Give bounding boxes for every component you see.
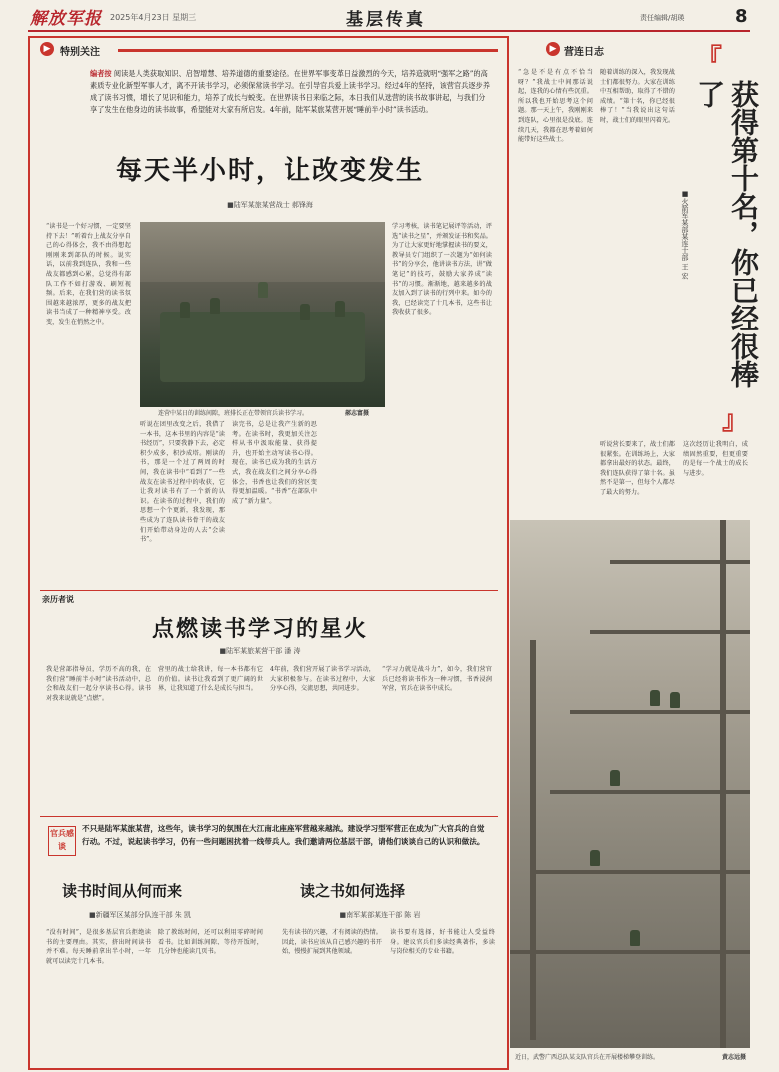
main-headline: 每天半小时，让改变发生: [115, 156, 424, 186]
log-badge-icon: ▶: [546, 42, 560, 56]
bottom-col2: 除了教练时间，还可以利用零碎时间看书。比如训练间隙、等待开饭时，几分钟也能读几页书。: [158, 929, 263, 956]
photo-credit: 郝志富摄: [345, 410, 370, 417]
side-headline: 获得第十名，你已经很棒了: [693, 80, 760, 388]
article1-col4: 学习考核，读书笔记展评等活动，评选“读书之星”，并颁发证书和奖品。为了让大家更好地掌握读书的要义，教导员专门组织了一次题为“如何读书”的分享会，他讲读书方法，讲“做笔记”的技巧，鼓励大家养成“读书”的习惯。渐渐地，越来越多的战友加入到了读书的行列中来。如今的我，已经读完了十几本书，这些书让我收获了很多。: [392, 223, 492, 317]
main-byline: ■陆军某旅某营战士 郝锋海: [227, 201, 313, 209]
open-bracket: 『: [696, 44, 723, 74]
callout-rule: [40, 816, 498, 817]
side-col2: 随着训练的深入，我发现战士们都很努力。大家在训练中互相帮助，取得了不错的成绩。“第十名，你已经很棒了！”当我说出这句话时，战士们的眼里闪着光。: [600, 69, 675, 124]
article2-col1: 我是营部指导员，学历不高的我，在我们营“睡前半小时”读书活动中，总会和战友们一起分享读书心得。读书对我来说就是“点燃”。: [46, 666, 151, 702]
bottom-col3: 先有读书的兴趣，才有阅读的热情。因此，读书应该从自己感兴趣的书开始，慢慢扩展到其他领域。: [282, 929, 382, 956]
log-label: 营连日志: [564, 47, 604, 58]
section-title: 基层传真: [346, 10, 426, 30]
eyewitness-label: 亲历者说: [42, 595, 74, 604]
stair-photo-credit: 黄志远摄: [722, 1054, 747, 1061]
photo-caption: 连营中某日的训练间隙，班排长正在带领官兵读书学习。: [158, 410, 309, 417]
article2-byline: ■陆军某旅某营干部 潘 涛: [219, 647, 301, 655]
bottom-col1: “没有时间”，是很多基层官兵拒绝读书的主要理由。其实，挤出时间读书并不难。每天睡前拿出半小时，一年就可以读完十几本书。: [46, 929, 151, 965]
close-bracket: 』: [722, 406, 749, 436]
editor-note-lead: 编者按: [90, 69, 112, 78]
bottom-left-headline: 读书时间从何而来: [62, 882, 183, 900]
issue-date: 2025年4月23日 星期三: [110, 13, 197, 22]
stair-training-photo: [510, 520, 750, 1048]
editor-note: [90, 68, 490, 116]
article2-rule: [40, 590, 498, 591]
callout-text: 不只是陆军某旅某营，这些年，读书学习的氛围在大江南北座座军营越来越浓。建设学习型军营正在成为广大官兵的自觉行动。不过，说起读书学习，仍有一些问题困扰着一线带兵人。我们邀请两位基层干部，请他们谈谈自己的认识和做法。: [82, 824, 485, 846]
page-number: 8: [735, 6, 748, 27]
article2-col2: 营里的战士给我讲，每一本书都有它的价值。读书让我看到了更广阔的世界，让我知道了什么是成长与担当。: [158, 666, 263, 693]
reading-photo: [140, 222, 385, 407]
article2-col4: “学习力就是战斗力”，如今，我们营官兵已经将读书作为一种习惯，书香浸润军营，官兵在读书中成长。: [382, 666, 492, 693]
side-col1: “急是不是有点不恰当呀？”我战士中间那话说起，连我的心情有些沉重。所以我也开始思考这个问题。那一天上午，我刚刚来到连队，心里很是没底。连续几天，我都在思考着如何能带好这些战士。: [518, 69, 593, 144]
article1-col1: “读书是一个好习惯，一定要坚持下去！”听着台上战友分享自己的心得体会，我不由得想起刚刚来到部队的时候。说实话，以前我到连队，我和一些战友都感到心累，总觉得有部队工作不如打游戏、刷短视频。后来，在我们营的读书氛围越来越浓厚，更多的战友把读书当成了一种精神享受。改变，发生在悄然之中。: [46, 223, 131, 326]
page-editor: 责任编辑/胡瑛: [640, 14, 685, 22]
editor-note-text: 阅读是人类获取知识、启智增慧、培养道德的重要途径。在世界军事变革日益激烈的今天，培养造就明“强军之路”的高素质专业化新型军事人才，离不开读书学习，必须保常读书学习。在引导官兵爱上读书学习。经过4年的坚持，该营官兵逐步养成了读书习惯，增长了见识和能力，培养了成长与蜕变。在世界读书日来临之际，本日我们从选营的读书故事讲起，与我们分享了发生在他身边的读书故事，希望能对大家有所启发。4年前，陆军某旅某营开展“睡前半小时”读书活动。: [90, 69, 490, 114]
side-col3: 听说营长要来了，战士们都很紧张。在训练场上，大家都拿出最好的状态。最终，我们连队获得了第十名。虽然不是第一，但每个人都尽了最大的努力。: [600, 441, 675, 496]
bottom-right-byline: ■南军某部某连干部 陈 岩: [339, 911, 421, 919]
bottom-col4: 读书要有选择，好书能让人受益终身。建议官兵们多读经典著作，多读与岗位相关的专业书籍。: [390, 929, 495, 956]
side-col4: 这次经历让我明白，成绩固然重要，但更重要的是每一个战士的成长与进步。: [683, 441, 748, 477]
article1-col3: 读完书，总是让我产生新的思考。在读书时，我更加关注怎样从书中汲取能量、获得提升，也开始主动写读书心得。现在，读书已成为我的生活方式，我在战友们之间分享心得体会，书香也让我们的营区变得更加温暖。“书香”在部队中成了“新力量”。: [232, 421, 317, 505]
bottom-left-byline: ■新疆军区某部分队连干部 朱 凯: [88, 911, 192, 919]
section-badge-icon: ▶: [40, 42, 54, 56]
article2-col3: 4年前，我们营开展了读书学习活动，大家积极参与。在读书过程中，大家分享心得，交流思想，共同进步。: [270, 666, 375, 693]
callout-stamp: 官兵感谈: [48, 826, 76, 856]
newspaper-logo: 解放军报: [30, 9, 102, 29]
article1-col2: 听说在团里改变之后，我借了一本书，这本书里的内容是“读书经历”，只要我静下去，必定积少成多，积沙成塔。刚读的书，那是一个过了两周的时间，我在读书中“看到了”一些战友在读书过程中的收获，它让我对读书有了一个新的认识。在读书的过程中，我们的思想一个个更新，我发现，那些成为了连队读书骨干的战友们开始带动身边的人去“会读书”。: [140, 421, 225, 544]
special-focus-label: 特别关注: [60, 47, 100, 58]
stair-photo-caption: 近日，武警广西总队某支队官兵在开展楼梯攀登训练。: [515, 1054, 660, 1061]
article2-headline: 点燃读书学习的星火: [151, 617, 368, 642]
side-byline: ■火箭军某部某连士部 王 宏: [681, 190, 689, 280]
header-rule: [28, 30, 750, 32]
bottom-right-headline: 读之书如何选择: [300, 882, 406, 900]
section-rule: [118, 49, 498, 52]
